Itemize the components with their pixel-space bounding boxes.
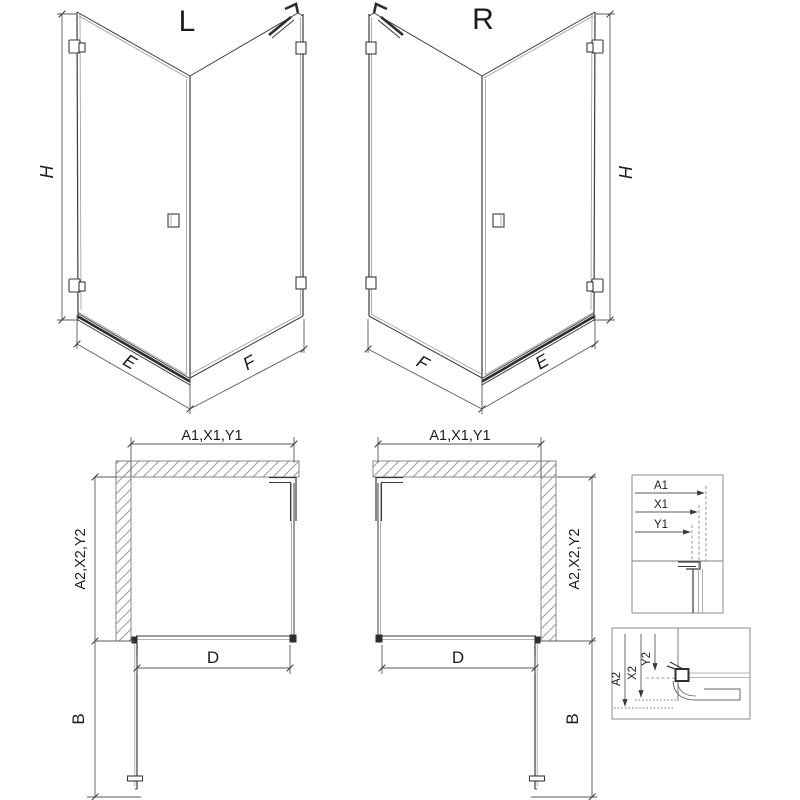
dimension-h-left (37, 11, 76, 324)
variant-label-left: L (178, 5, 196, 38)
dim-label-f-left: F (239, 351, 259, 375)
dimension-h-right (596, 11, 635, 324)
dim-label-b-left-plan: B (69, 713, 88, 725)
detail-label-a1: A1 (653, 480, 669, 492)
dim-label-h-right: H (615, 165, 635, 179)
iso-view-right (365, 3, 635, 414)
dimension-e-left (74, 315, 194, 414)
dimension-d-left-plan (134, 645, 294, 674)
dim-label-e-left: E (119, 350, 141, 374)
plan-view-left (69, 428, 299, 800)
detail-label-y1: Y1 (653, 519, 669, 531)
wall-side-right-plan (541, 461, 556, 641)
dim-label-d-left-plan: D (206, 648, 220, 667)
dim-label-d-right-plan: D (451, 648, 465, 667)
dimension-f-right (365, 319, 486, 412)
dimension-d-right-plan (379, 645, 539, 674)
dim-label-e-right: E (531, 350, 553, 374)
detail-width-offsets (632, 475, 723, 613)
wall-top-right-plan (373, 461, 556, 477)
dim-label-h-left: H (37, 165, 57, 179)
detail-label-x1: X1 (653, 499, 669, 511)
iso-view-left (37, 4, 307, 414)
variant-label-right: R (472, 3, 494, 36)
dim-label-b-right-plan: B (563, 713, 582, 725)
dim-label-depth-right-plan: A2,X2,Y2 (567, 528, 583, 590)
dim-label-f-right: F (413, 351, 433, 375)
dim-label-depth-left-plan: A2,X2,Y2 (73, 528, 89, 590)
wall-top-left-plan (116, 461, 299, 477)
detail-label-x2: X2 (627, 665, 639, 681)
wall-side-left-plan (116, 461, 131, 641)
detail-label-a2: A2 (611, 671, 623, 687)
plan-view-right (373, 428, 597, 800)
detail-label-y2: Y2 (641, 651, 653, 667)
dimension-e-right (482, 315, 598, 414)
dim-label-width-right-plan: A1,X1,Y1 (429, 428, 491, 444)
detail-depth-offsets (611, 628, 750, 719)
dim-label-width-left-plan: A1,X1,Y1 (181, 428, 243, 444)
dimension-f-left (190, 319, 307, 409)
